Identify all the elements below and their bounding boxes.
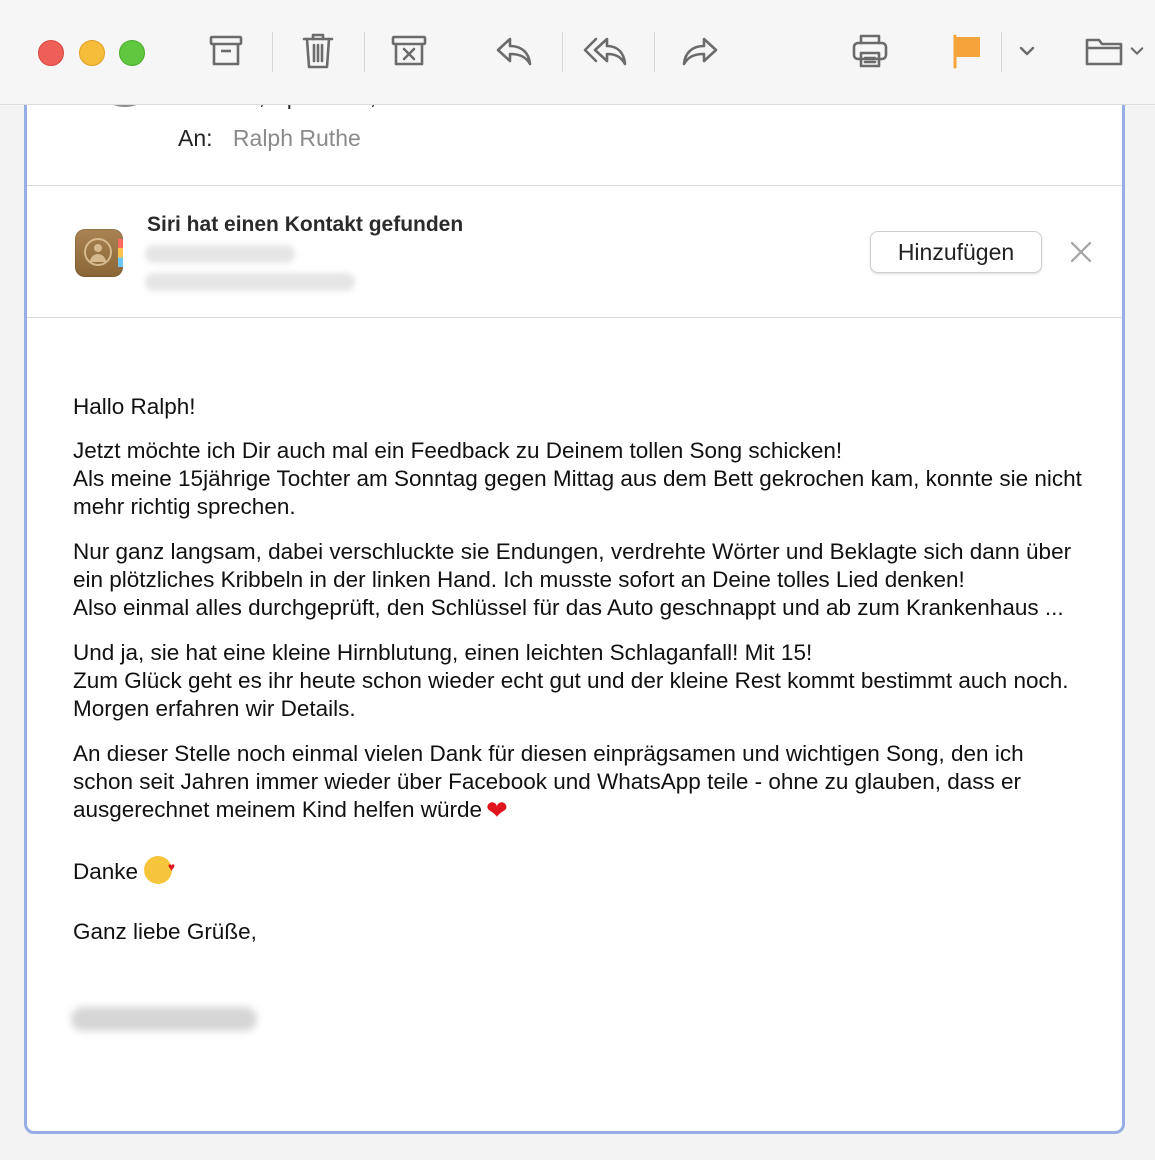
greeting: Hallo Ralph! — [73, 394, 196, 419]
to-label: An: — [178, 125, 213, 151]
thanks-text: Danke — [73, 859, 139, 884]
dismiss-banner-button[interactable] — [1069, 240, 1093, 264]
print-button[interactable] — [847, 28, 893, 74]
chevron-down-icon — [1130, 46, 1144, 56]
body-paragraph: Jetzt möchte ich Dir auch mal ein Feedback zu Deinem tollen Song schicken! Als meine 15jährige Tochter am Sonntag gegen Mittag aus dem Bett gekrochen kam, konnte sie nicht mehr richtig sprechen. — [73, 438, 1082, 519]
divider — [27, 185, 1122, 186]
reply-button[interactable] — [491, 28, 537, 74]
chevron-down-icon — [1019, 46, 1035, 56]
print-icon — [851, 33, 889, 69]
siri-banner-title: Siri hat einen Kontakt gefunden — [147, 213, 464, 236]
junk-icon — [390, 34, 428, 68]
toolbar — [0, 0, 1155, 105]
body-paragraph: Nur ganz langsam, dabei verschluckte sie Endungen, verdrehte Wörter und Beklagte sich dann über ein plötzliches Kribbeln in der linken Hand. Ich musste sofort an Deine tolles Lied denken! Also einmal alles durchgeprüft, den Schlüssel für das Auto geschnappt und ab zum Krankenhaus ... — [73, 539, 1072, 620]
reply-icon — [494, 35, 534, 67]
body-paragraph: An dieser Stelle noch einmal vielen Dank für diesen einprägsamen und wichtigen Song, den ich schon seit Jahren immer wieder über Facebook und WhatsApp teile - ohne zu glauben, dass er ausgerechnet meinem Kind helfen würde — [73, 741, 1024, 822]
trash-icon — [301, 32, 335, 70]
flag-button[interactable] — [944, 28, 990, 74]
thanks-line — [73, 856, 1083, 886]
flag-icon — [950, 33, 984, 69]
message-view — [24, 60, 1125, 1134]
delete-button[interactable] — [295, 28, 341, 74]
flag-menu-button[interactable] — [1004, 28, 1050, 74]
reply-all-button[interactable] — [583, 28, 629, 74]
archive-icon — [208, 34, 244, 68]
message-body — [73, 393, 1083, 946]
folder-icon — [1084, 35, 1124, 67]
divider — [27, 317, 1122, 318]
heart-emoji-icon: ❤ — [486, 795, 508, 825]
add-contact-button[interactable]: Hinzufügen — [870, 231, 1042, 273]
reply-all-icon — [583, 35, 629, 67]
kiss-emoji-icon — [144, 856, 172, 884]
body-paragraph: Und ja, sie hat eine kleine Hirnblutung, einen leichten Schlaganfall! Mit 15! Zum Glück geht es ihr heute schon wieder echt gut und der kleine Rest kommt bestimmt auch noch. Morgen erfahren wir Details. — [73, 640, 1069, 721]
recipient-name[interactable]: Ralph Ruthe — [232, 125, 361, 151]
close-icon — [1069, 251, 1093, 268]
forward-icon — [680, 35, 720, 67]
redacted-signature — [71, 1007, 257, 1031]
closing-line: Ganz liebe Grüße, — [73, 919, 257, 944]
junk-button[interactable] — [386, 28, 432, 74]
redacted-contact-name — [145, 245, 295, 263]
recipient-row — [178, 125, 361, 152]
contacts-app-icon — [75, 229, 123, 277]
archive-button[interactable] — [203, 28, 249, 74]
body-paragraph-with-emoji — [73, 740, 1083, 824]
close-window-button[interactable] — [38, 40, 64, 66]
zoom-window-button[interactable] — [119, 40, 145, 66]
redacted-contact-email — [145, 273, 355, 291]
minimize-window-button[interactable] — [79, 40, 105, 66]
forward-button[interactable] — [677, 28, 723, 74]
move-to-folder-button[interactable] — [1080, 28, 1148, 74]
